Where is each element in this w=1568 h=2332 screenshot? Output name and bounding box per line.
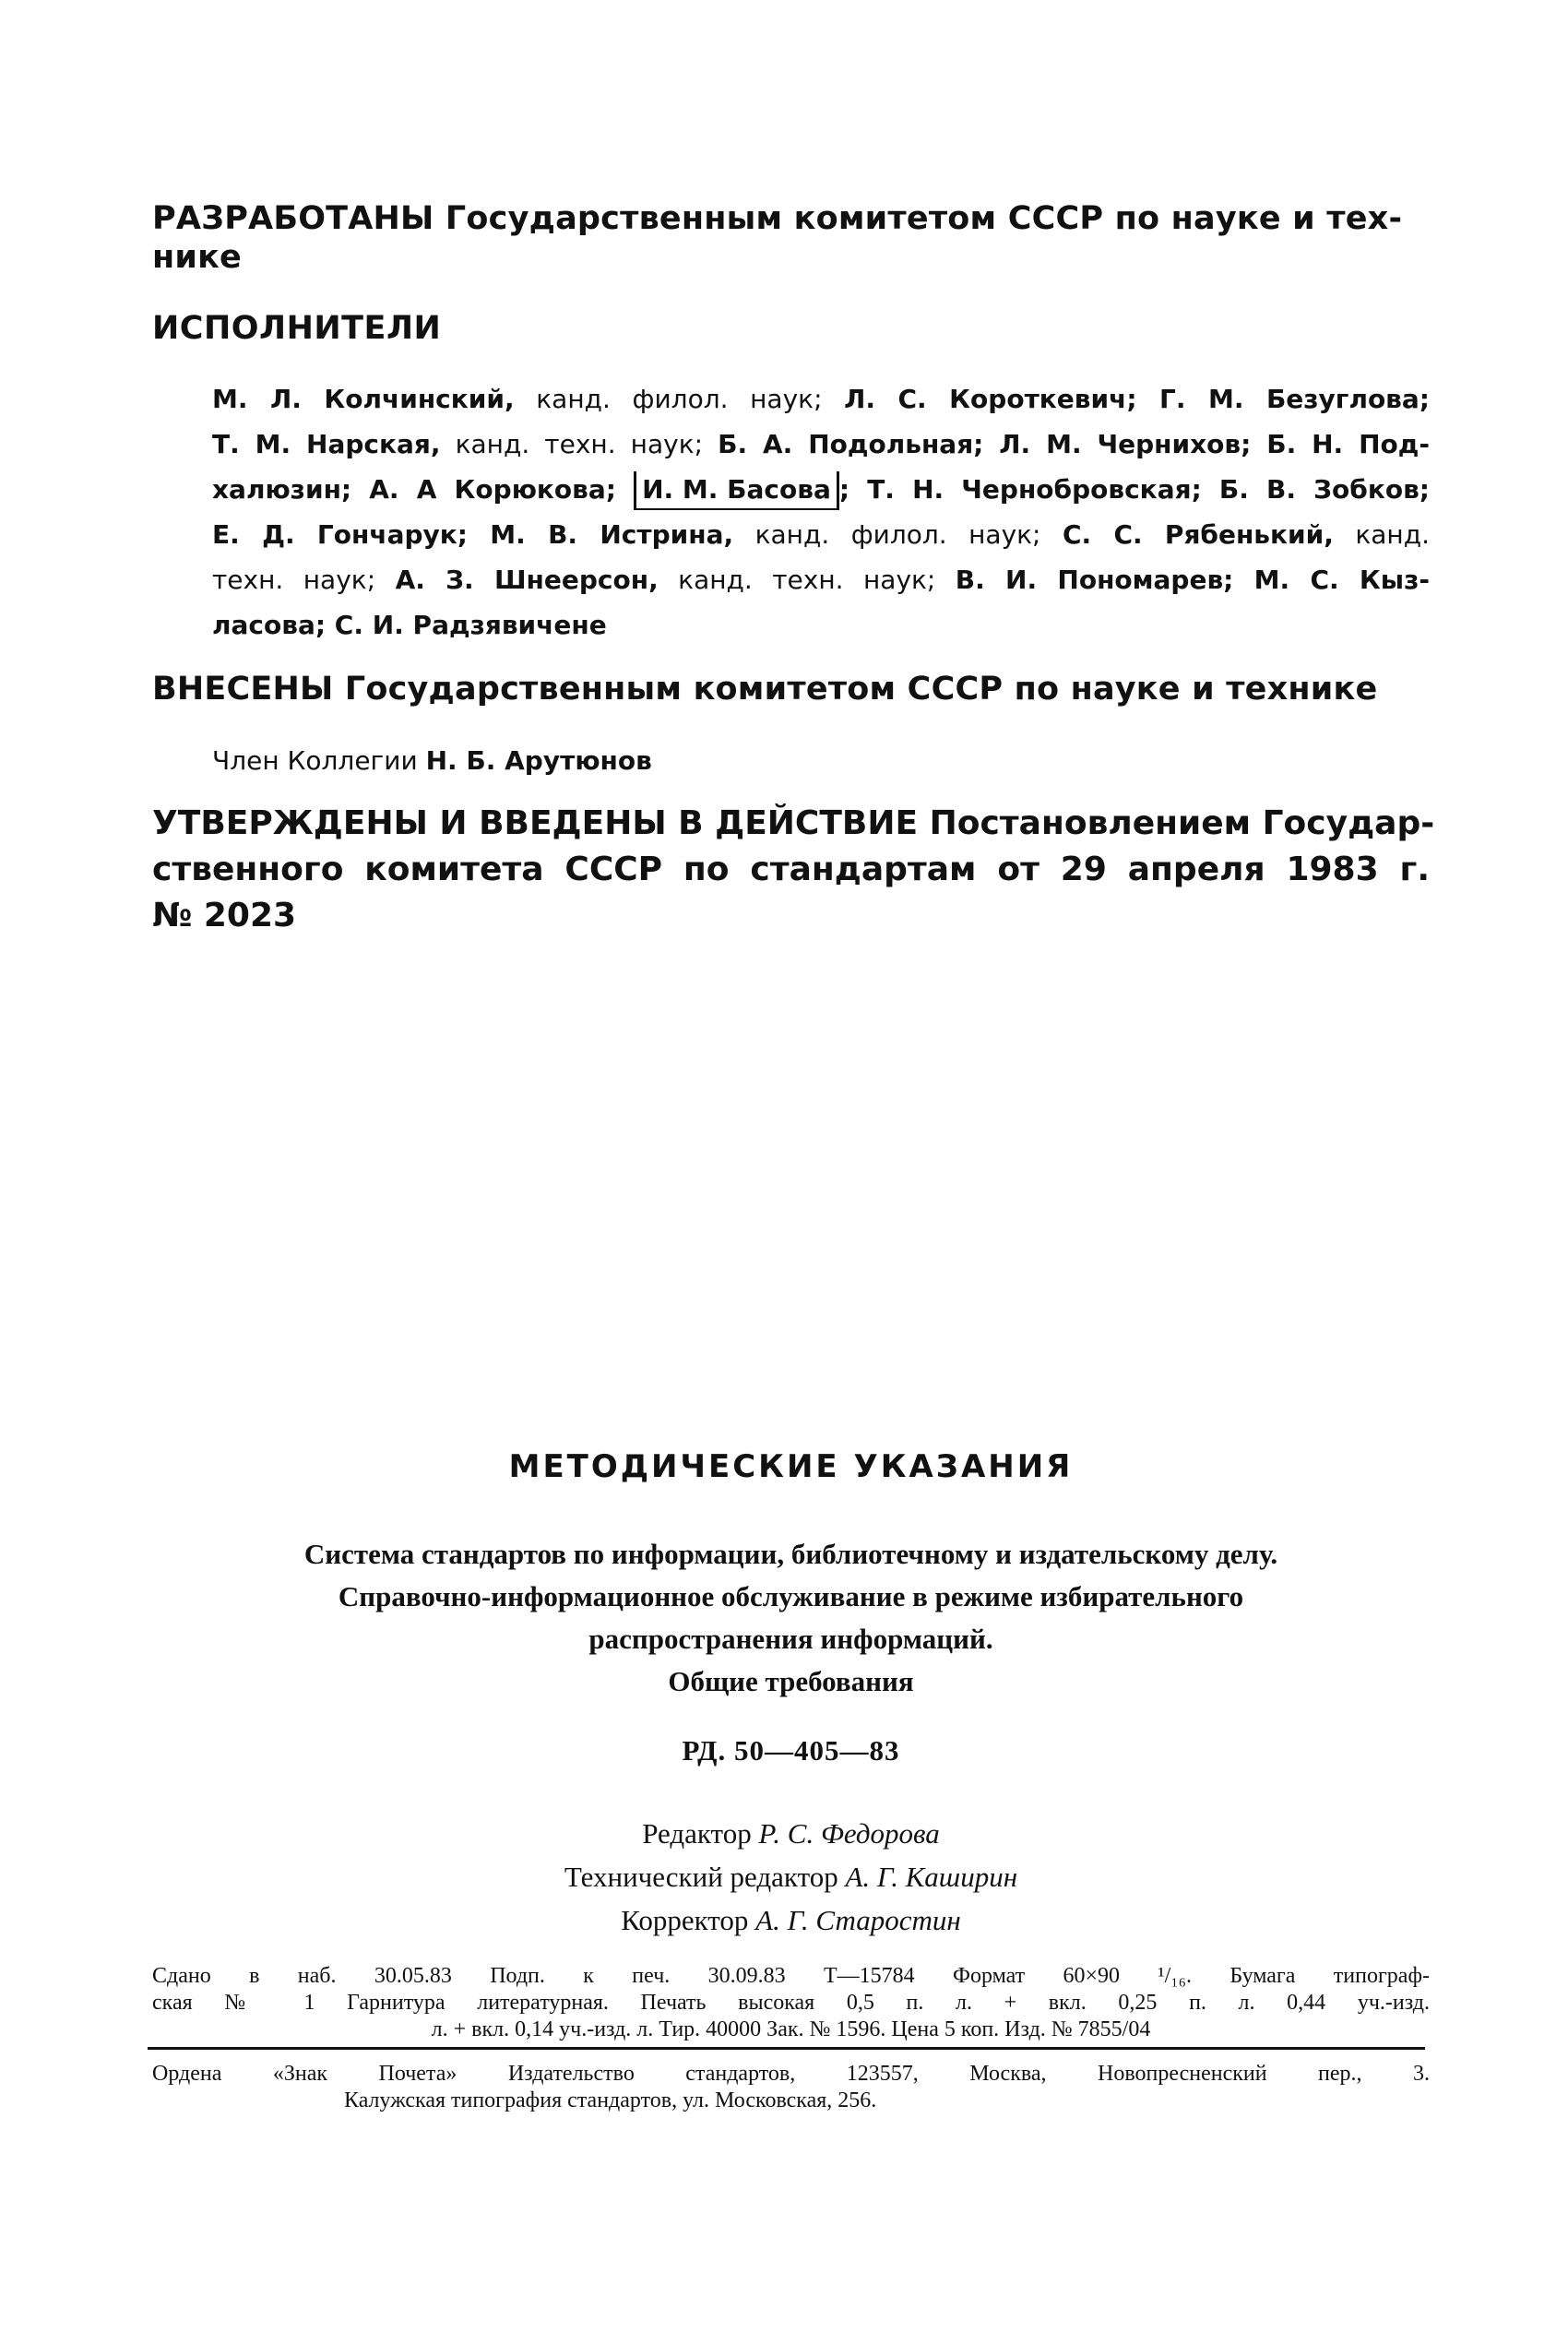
executor-name: Е. Д. Гончарук; М. В. Истрина, [212,519,734,550]
executor-name: М. Л. Колчинский, [212,384,515,414]
executor-name: В. И. Пономарев; М. С. Кыз- [955,565,1431,595]
guidelines-line-4: Общие требования [668,1665,914,1697]
editor-name: Р. С. Федорова [758,1817,940,1850]
editor-line [152,1812,1430,1855]
guidelines-line-3: распространения информаций. [588,1623,993,1655]
approved-text: Постановлением Государ- [929,804,1435,842]
developed-key: РАЗРАБОТАНЫ [152,200,434,237]
approved-section [152,801,1435,939]
executor-name: Б. А. Подольная; Л. М. Чернихов; Б. Н. Под- [718,429,1431,459]
approved-line-3: № 2023 [152,897,297,934]
member-name: Н. Б. Арутюнов [425,745,652,776]
tech-editor-role: Технический редактор [564,1861,838,1893]
publisher-line-1: Ордена «Знак Почета» Издательство стандартов, 123557, Москва, Новопресненский пер., 3. [152,2062,1430,2086]
executor-degree: канд. техн. наук; [440,429,719,459]
tech-editor-name: А. Г. Каширин [845,1861,1018,1893]
document-code: РД. 50—405—83 [682,1734,900,1767]
member-prefix: Член Коллегии [212,745,418,776]
developed-text: Государственным комитетом СССР по науке и тех- [445,200,1403,237]
publisher-block [152,2061,1430,2114]
divider-rule [148,2047,1425,2050]
executor-degree: канд. техн. наук; [658,565,956,595]
editor-role: Редактор [642,1817,752,1850]
imprint-line-1: Сдано в наб. 30.05.83 Подп. к печ. 30.09.83 Т—15784 Формат 60×90 ¹/₁₆. Бумага типограф- [152,1964,1430,1988]
developed-line-2: нике [152,239,242,276]
executor-name: С. С. Рябенький, [1062,519,1334,550]
publisher-line-2: Калужская типография стандартов, ул. Московская, 256. [344,2088,877,2112]
corrector-role: Корректор [621,1904,749,1936]
executors-line [212,422,1430,467]
executors-line [212,602,1430,648]
editors-block [152,1812,1430,1942]
executor-name: ; Т. Н. Чернобровская; Б. В. Зобков; [838,474,1430,505]
executor-name: ласова; С. И. Радзявичене [212,610,607,640]
guidelines-subtitle [152,1533,1430,1703]
introduced-section [152,666,1430,712]
executors-line [212,512,1430,557]
member-line [212,745,652,776]
guidelines-title: МЕТОДИЧЕСКИЕ УКАЗАНИЯ [508,1448,1074,1485]
executor-name: халюзин; А. А Корюкова; [212,474,635,505]
guidelines-line-1: Система стандартов по информации, библиотечному и издательскому делу. [303,1538,1278,1570]
executors-line [212,557,1430,602]
developed-line-1 [152,196,1430,242]
imprint-line-2: ская № 1 Гарнитура литературная. Печать высокая 0,5 п. л. + вкл. 0,25 п. л. 0,44 уч.-изд. [152,1991,1430,2015]
executor-name: Т. М. Нарская, [212,429,441,459]
approved-line-2: ственного комитета СССР по стандартам от 29 апреля 1983 г. [152,851,1430,888]
highlighted-name: И. М. Басова [634,471,839,510]
executor-name: А. З. Шнеерсон, [395,565,659,595]
guidelines-line-2: Справочно-информационное обслуживание в режиме избирательного [338,1580,1244,1612]
executors-title: ИСПОЛНИТЕЛИ [152,310,442,347]
executor-degree: канд. филол. наук; [514,384,845,414]
corrector-name: А. Г. Старостин [755,1904,961,1936]
corrector-line [152,1898,1430,1942]
executor-name: Л. С. Короткевич; Г. М. Безуглова; [844,384,1430,414]
introduced-key: ВНЕСЕНЫ [152,671,334,708]
executors-list [212,376,1430,648]
executor-degree: техн. наук; [212,565,396,595]
executors-line [212,376,1430,422]
introduced-text: Государственным комитетом СССР по науке и технике [344,671,1378,708]
imprint-block [152,1963,1430,2043]
executor-degree: канд. [1333,519,1430,550]
executor-degree: канд. филол. наук; [733,519,1063,550]
tech-editor-line [152,1855,1430,1898]
approved-line-1 [152,801,1435,847]
executors-line [212,467,1430,512]
developed-section [152,196,1430,280]
approved-key: УТВЕРЖДЕНЫ И ВВЕДЕНЫ В ДЕЙСТВИЕ [152,804,919,842]
imprint-line-3: л. + вкл. 0,14 уч.-изд. л. Тир. 40000 Зак. № 1596. Цена 5 коп. Изд. № 7855/04 [431,2017,1151,2041]
